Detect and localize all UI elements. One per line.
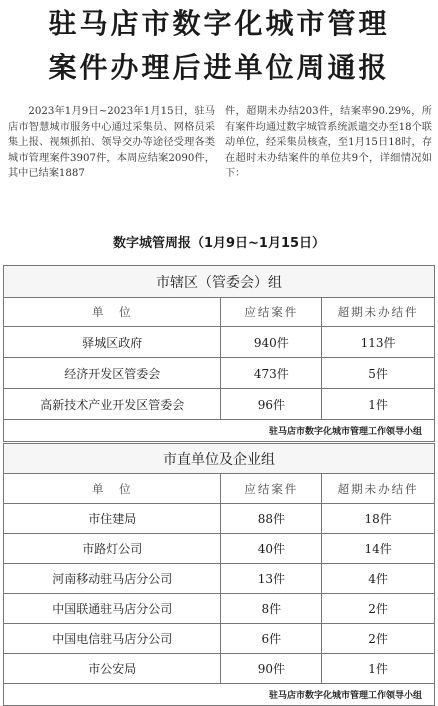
group1-header-unit: 单 位 xyxy=(4,298,221,327)
table-row xyxy=(4,654,435,684)
due-cell: 90件 xyxy=(221,654,322,684)
due-cell: 940件 xyxy=(221,327,322,358)
overdue-cell: 2件 xyxy=(322,594,435,624)
overdue-cell: 113件 xyxy=(322,327,435,358)
overdue-cell: 4件 xyxy=(322,564,435,594)
group1-title: 市辖区（管委会）组 xyxy=(4,266,435,298)
due-cell: 96件 xyxy=(221,389,322,420)
table-row xyxy=(4,358,435,389)
overdue-cell: 14件 xyxy=(322,534,435,564)
table-row xyxy=(4,594,435,624)
group2-header-due: 应结案件 xyxy=(221,474,322,504)
title-line-2: 案件办理后进单位周通报 xyxy=(48,51,390,84)
group2-footer: 驻马店市数字化城市管理工作领导小组 xyxy=(4,684,435,706)
group1-footer: 驻马店市数字化城市管理工作领导小组 xyxy=(4,420,435,442)
due-cell: 13件 xyxy=(221,564,322,594)
due-cell: 88件 xyxy=(221,504,322,534)
intro-right-column: 件，超期未办结203件，结案率90.29%，所有案件均通过数字城管系统派遣交办至18个联动单位，经采集员核查，至1月15日18时，存在超时未办结案件的单位共9个，详细情况如下： xyxy=(225,106,432,179)
due-cell: 40件 xyxy=(221,534,322,564)
weekly-report-title: 数字城管周报（1月9日~1月15日） xyxy=(112,236,326,251)
unit-cell: 市住建局 xyxy=(4,504,221,534)
overdue-cell: 1件 xyxy=(322,654,435,684)
table-row xyxy=(4,534,435,564)
overdue-cell: 18件 xyxy=(322,504,435,534)
table-row xyxy=(4,327,435,358)
due-cell: 8件 xyxy=(221,594,322,624)
table-row xyxy=(4,564,435,594)
unit-cell: 中国电信驻马店分公司 xyxy=(4,624,221,654)
title-line-1: 驻马店市数字化城市管理 xyxy=(48,7,390,40)
overdue-cell: 1件 xyxy=(322,389,435,420)
unit-cell: 河南移动驻马店分公司 xyxy=(4,564,221,594)
group1-table xyxy=(3,265,435,442)
unit-cell: 经济开发区管委会 xyxy=(4,358,221,389)
unit-cell: 市路灯公司 xyxy=(4,534,221,564)
overdue-cell: 5件 xyxy=(322,358,435,389)
group2-title: 市直单位及企业组 xyxy=(4,444,435,474)
group1-header-overdue: 超期未办结件 xyxy=(322,298,435,327)
overdue-cell: 2件 xyxy=(322,624,435,654)
unit-cell: 中国联通驻马店分公司 xyxy=(4,594,221,624)
table-row xyxy=(4,389,435,420)
unit-cell: 市公安局 xyxy=(4,654,221,684)
intro-left-column: 2023年1月9日~2023年1月15日，驻马店市智慧城市服务中心通过采集员、网格员采集上报、视频抓拍、领导交办等途径受理各类城市管理案件3907件，本周应结案2090件，其中已结案1887 xyxy=(8,106,215,179)
group1-header-due: 应结案件 xyxy=(221,298,322,327)
table-row xyxy=(4,624,435,654)
due-cell: 6件 xyxy=(221,624,322,654)
table-row xyxy=(4,504,435,534)
unit-cell: 驿城区政府 xyxy=(4,327,221,358)
due-cell: 473件 xyxy=(221,358,322,389)
group2-header-overdue: 超期未办结件 xyxy=(322,474,435,504)
group2-table xyxy=(3,443,435,706)
unit-cell: 高新技术产业开发区管委会 xyxy=(4,389,221,420)
group2-header-unit: 单 位 xyxy=(4,474,221,504)
